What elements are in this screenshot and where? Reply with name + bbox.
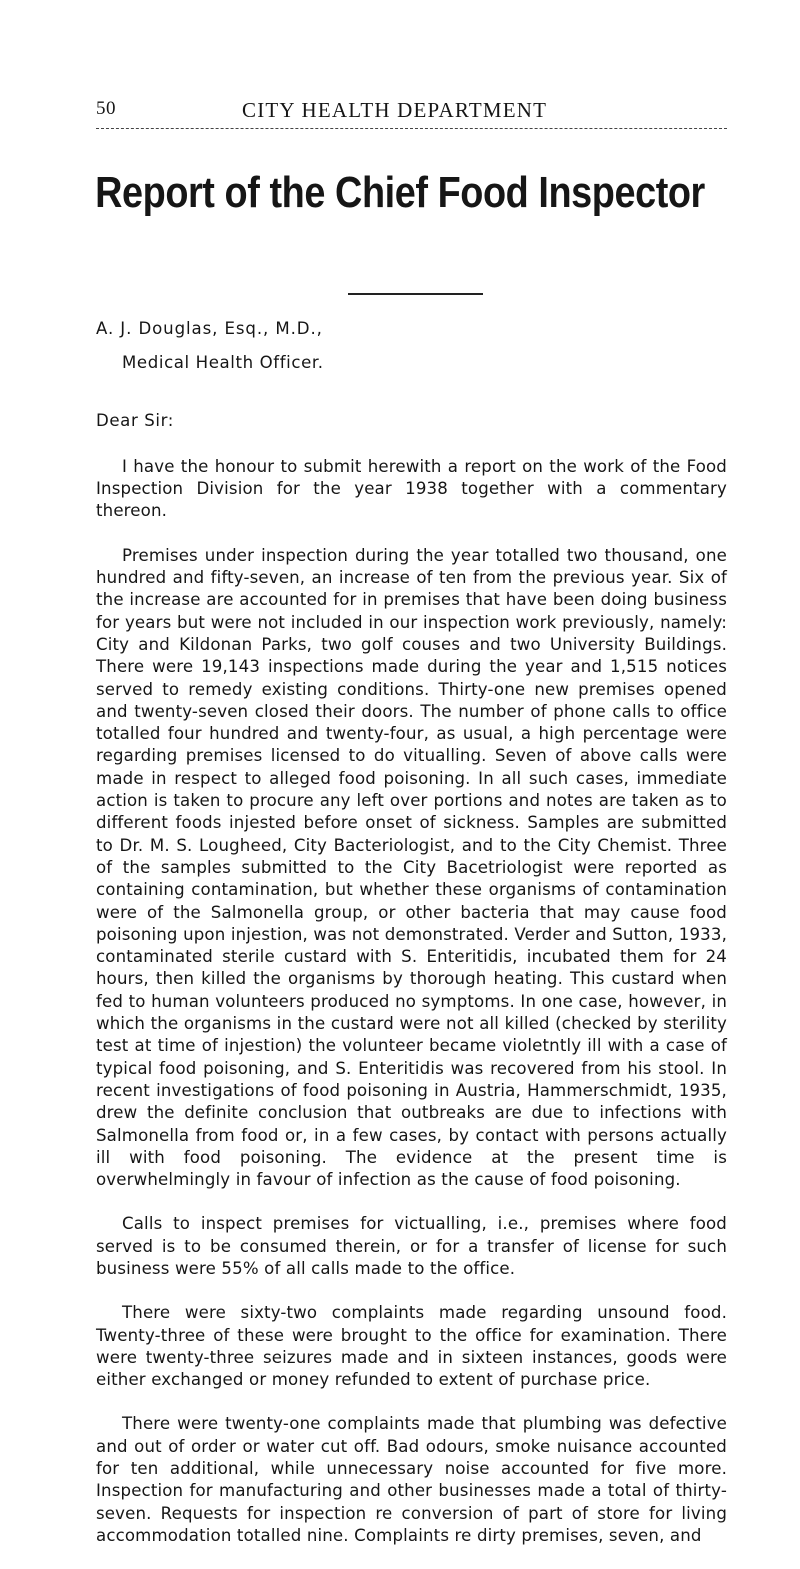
addressee-name: A. J. Douglas, Esq., M.D., (96, 319, 323, 338)
paragraph: There were twenty-one complaints made that plumbing was defective and out of order or water cut off. Bad odours, smoke nuisance accounted for ten additional, while unnecessary noise accounted for five more. Inspection for manufacturing and other businesses made a total of thirty-seven. Requests for inspection re conversion of part of store for living accommodation totalled nine. Complaints re dirty premises, seven, and (96, 1414, 727, 1545)
paragraph: Premises under inspection during the year totalled two thousand, one hundred and fifty-seven, an increase of ten from the previous year. Six of the increase are accounted for in premises that have been doing business for years but were not included in our inspection work previously, namely: City and Kildonan Parks, two golf couses and two University Buildings. There were 19,143 inspections made during the year and 1,515 notices served to remedy existing conditions. Thirty-one new premises opened and twenty-seven closed their doors. The number of phone calls to office totalled four hundred and twenty-four, as usual, a high percentage were regarding premises licensed to do vitualling. Seven of above calls were made in respect to alleged food poisoning. In all such cases, immediate action is taken to procure any left over portions and notes are taken as to different foods injested before onset of sickness. Samples are submitted to Dr. M. S. Lougheed, City Bacteriologist, and to the City Chemist. Three of the samples submitted to the City Bacetriologist were reported as containing contamination, but whether these organisms of contamination were of the Salmonella group, or other bacteria that may cause food poisoning upon injestion, was not demonstrated. Verder and Sutton, 1933, contaminated sterile custard with S. Enteritidis, incubated them for 24 hours, then killed the organisms by thorough heating. This custard when fed to human volunteers produced no symptoms. In one case, however, in which the organisms in the custard were not all killed (checked by sterility test at time of injestion) the volunteer became violetntly ill with a case of typical food poisoning, and S. Enteritidis was recovered from his stool. In recent investigations of food poisoning in Austria, Hammerschmidt, 1935, drew the definite conclusion that outbreaks are due to infections with Salmonella from food or, in a few cases, by contact with persons actually ill with food poisoning. The evidence at the present time is overwhelmingly in favour of infection as the cause of food poisoning. (96, 545, 727, 1190)
paragraph: I have the honour to submit herewith a report on the work of the Food Inspection Division for the year 1938 together with a commentary thereon. (96, 456, 727, 521)
title-rule (348, 293, 483, 295)
paragraph: There were sixty-two complaints made regarding unsound food. Twenty-three of these were brought to the office for examination. There were twenty-three seizures made and in sixteen instances, goods were either exchanged or money refunded to extent of purchase price. (96, 1303, 727, 1390)
page-number: 50 (96, 98, 116, 119)
page-header (96, 98, 726, 128)
paragraph: Calls to inspect premises for victualling, i.e., premises where food served is to be consumed therein, or for a transfer of license for such business were 55% of all calls made to the office. (96, 1214, 727, 1278)
header-rule (96, 128, 727, 129)
addressee-title: Medical Health Officer. (122, 353, 324, 373)
running-head: CITY HEALTH DEPARTMENT (242, 98, 548, 122)
salutation: Dear Sir: (96, 410, 174, 430)
report-title: Report of the Chief Food Inspector (95, 168, 705, 217)
report-body (96, 318, 727, 1569)
